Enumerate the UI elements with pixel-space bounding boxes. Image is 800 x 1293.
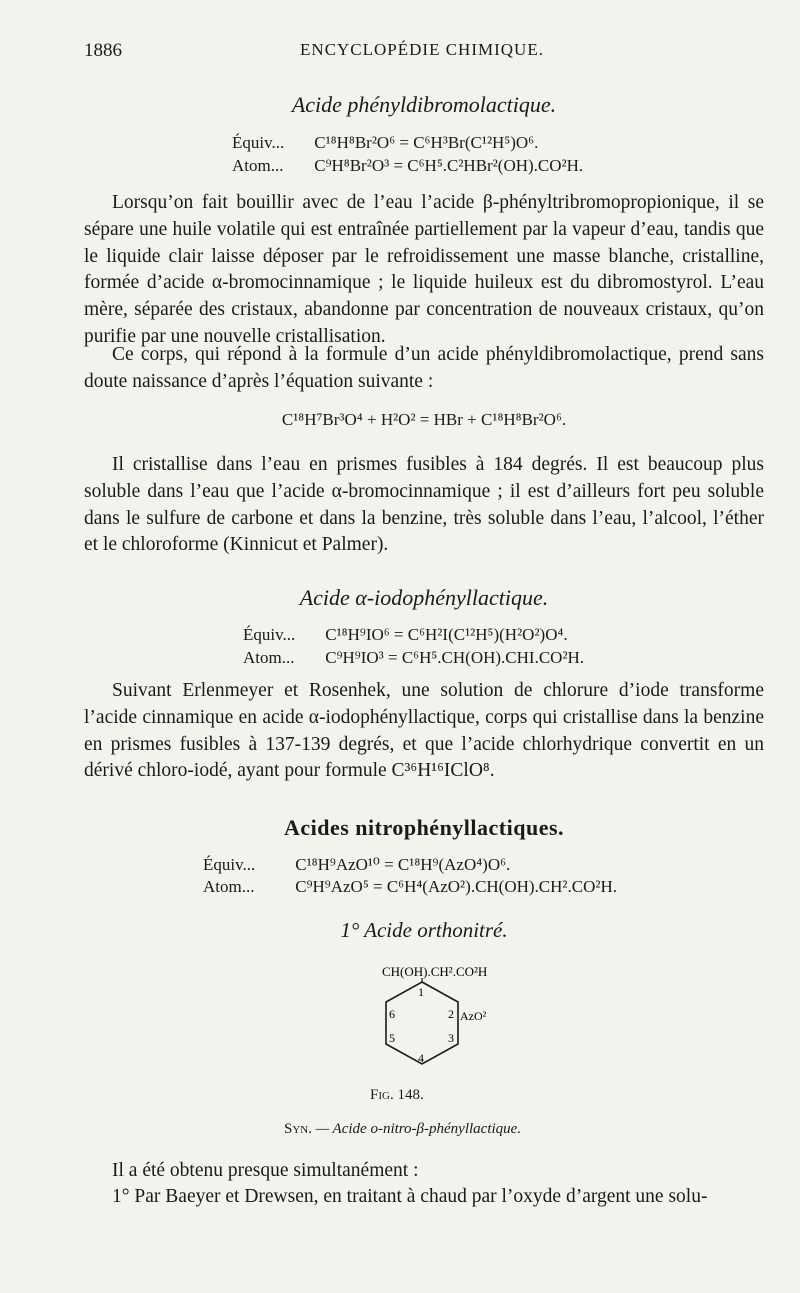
formula-label: Équiv...	[232, 133, 285, 152]
ring-number: 1	[418, 985, 424, 999]
formula-value: C¹⁸H⁹IO⁶ = C⁶H²I(C¹²H⁵)(H²O²)O⁴.	[325, 625, 568, 644]
formula-atom	[203, 877, 617, 897]
figure-caption-text: Fig. 148.	[370, 1087, 424, 1103]
formula-equiv	[203, 855, 510, 875]
substituent-side-label: AzO²	[460, 1009, 487, 1023]
formula-equiv	[243, 625, 568, 645]
paragraph: 1° Par Baeyer et Drewsen, en traitant à chaud par l’oxyde d’argent une solu-	[112, 1186, 708, 1207]
section-title-iodophenyllactique: Acide α-iodophényllactique.	[299, 585, 549, 610]
ring-number: 4	[418, 1051, 424, 1065]
formula-equiv	[232, 133, 538, 153]
figure-caption	[370, 1087, 470, 1104]
formula-atom	[232, 156, 583, 176]
figure-benzene-ring	[360, 958, 520, 1088]
formula-value: C⁹H⁹IO³ = C⁶H⁵.CH(OH).CHI.CO²H.	[325, 648, 585, 667]
synonym-text: — Acide o-nitro-β-phényllactique.	[315, 1121, 522, 1137]
synonym-line	[284, 1121, 521, 1138]
formula-label: Équiv...	[203, 855, 256, 874]
synonym-label: Syn.	[284, 1121, 312, 1137]
benzene-ring-diagram	[360, 958, 520, 1088]
formula-value: C⁹H⁸Br²O³ = C⁶H⁵.C²HBr²(OH).CO²H.	[314, 156, 584, 175]
ring-number: 5	[389, 1031, 395, 1045]
subsection-title: 1° Acide orthonitré.	[340, 918, 508, 942]
paragraph: Suivant Erlenmeyer et Rosenhek, une solution de chlorure d’iode transforme l’acide cinnamique en acide α-iodophényllactique, corps qui cristallise dans la benzine en prismes fusibles à 137-139 degrés, et que l’acide chlorhydrique convertit en un dérivé chloro-iodé, ayant pour formule C³⁶H¹⁶IClO⁸.	[84, 680, 764, 782]
ring-number: 3	[448, 1031, 454, 1045]
paragraph: Il cristallise dans l’eau en prismes fusibles à 184 degrés. Il est beaucoup plus soluble dans l’eau que l’acide α-bromocinnamique ; il est d’ailleurs fort peu soluble dans le sulfure de carbone et dans la benzine, très soluble dans l’eau, l’alcool, l’éther et le chloroforme (Kinnicut et Palmer).	[84, 454, 764, 556]
formula-label: Atom...	[243, 648, 295, 667]
paragraph: Lorsqu’on fait bouillir avec de l’eau l’acide β-phényltribromopropionique, il se sépare une huile volatile qui est entraînée partiellement par la vapeur d’eau, tandis que le liquide clair laisse déposer par le refroidissement une masse blanche, cristalline, formée d’acide α-bromocinnamique ; le liquide huileux est du dibromostyrol. L’eau mère, séparée des cristaux, abandonne par concentration de nouveaux cristaux, qu’on purifie par une nouvelle cristallisation.	[84, 192, 764, 347]
formula-value: C¹⁸H⁹AzO¹⁰ = C¹⁸H⁹(AzO⁴)O⁶.	[295, 855, 511, 874]
formula-label: Atom...	[232, 156, 284, 175]
ring-number: 2	[448, 1007, 454, 1021]
equation: C¹⁸H⁷Br³O⁴ + H²O² = HBr + C¹⁸H⁸Br²O⁶.	[281, 410, 567, 429]
page-header	[84, 40, 760, 64]
running-title: ENCYCLOPÉDIE CHIMIQUE.	[300, 40, 544, 59]
section-title-phenyldibromolactique: Acide phényldibromolactique.	[291, 92, 557, 117]
paragraph: Ce corps, qui répond à la formule d’un acide phényldibromolactique, prend sans doute naissance d’après l’équation suivante :	[84, 344, 764, 392]
formula-value: C¹⁸H⁸Br²O⁶ = C⁶H³Br(C¹²H⁵)O⁶.	[314, 133, 539, 152]
ring-number: 6	[389, 1007, 395, 1021]
formula-atom	[243, 648, 584, 668]
section-heading-nitrophenyllactiques: Acides nitrophényllactiques.	[283, 815, 565, 840]
page-number: 1886	[84, 40, 122, 61]
substituent-top-label: CH(OH).CH².CO²H	[382, 964, 488, 979]
paragraph: Il a été obtenu presque simultanément :	[112, 1160, 419, 1181]
formula-label: Équiv...	[243, 625, 296, 644]
formula-value: C⁹H⁹AzO⁵ = C⁶H⁴(AzO²).CH(OH).CH².CO²H.	[295, 877, 618, 896]
formula-label: Atom...	[203, 877, 255, 896]
